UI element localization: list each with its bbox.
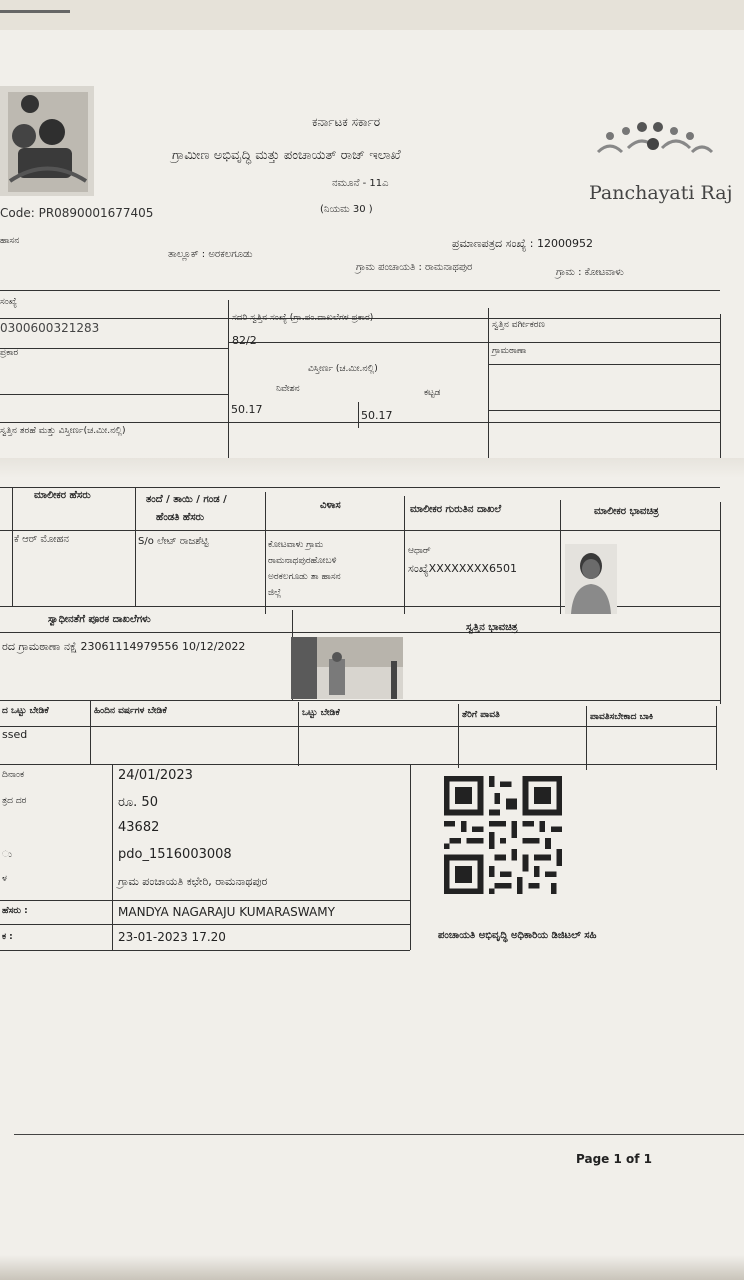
id-document-header: ಮಾಲೀಕರ ಗುರುತಿನ ದಾಖಲೆ [410, 504, 502, 515]
property-area-label: ಸ್ವತ್ತಿನ ತರಹೆ ಮತ್ತು ವಿಸ್ತೀರ್ಣ(ಚ.ಮೀ.ನಲ್ಲಿ) [0, 426, 126, 436]
owner-photo [565, 544, 617, 614]
certificate-code: Code: PR0890001677405 [0, 206, 154, 220]
survey-number: 82/2 [232, 334, 257, 347]
paper-shadow [0, 1255, 744, 1280]
tax-header-previous: ಹಿಂದಿನ ವರ್ಷಗಳ ಬೇಡಿಕೆ [94, 706, 167, 716]
karnataka-emblem-icon [0, 86, 94, 196]
panchayati-raj-brand: Panchayati Raj [589, 182, 733, 204]
building-label: ಕಟ್ಟಡ [424, 388, 441, 398]
scan-mark [0, 10, 70, 13]
sign-time-label: ಕ : [2, 932, 13, 942]
signer-name-label: ಹೆಸರು : [2, 906, 28, 916]
taluk: ತಾಲ್ಲೂಕ್ : ಅರಕಲಗೂಡು [168, 249, 253, 260]
office-label: ಳ [2, 874, 7, 884]
tax-header-total: ದ ಒಟ್ಟು ಬೇಡಿಕೆ [2, 706, 49, 716]
id-document-number: ಸಂಖ್ಯೆXXXXXXXX6501 [408, 562, 517, 575]
rule-number: (ನಿಯಮ 30 ) [320, 204, 373, 215]
issue-date: 24/01/2023 [118, 768, 193, 783]
property-photo-header: ಸ್ವತ್ತಿನ ಭಾವಚಿತ್ರ [466, 622, 518, 633]
relation-header: ತಂದೆ / ತಾಯಿ / ಗಂಡ / [146, 494, 227, 505]
gram-panchayat: ಗ್ರಾಮ ಪಂಚಾಯತಿ : ರಾಮನಾಥಪುರ [356, 262, 473, 273]
area-header: ವಿಸ್ತೀರ್ಣ (ಚ.ಮೀ.ನಲ್ಲಿ) [308, 364, 378, 374]
fee-value: ರೂ. 50 [118, 795, 158, 810]
certificate-number: ಪ್ರಮಾಣಪತ್ರದ ಸಂಖ್ಯೆ : 12000952 [452, 237, 593, 250]
panchayati-raj-logo-icon [588, 122, 718, 178]
acquisition-docs-header: ಸ್ವಾಧೀನತೆಗೆ ಪೂರಕ ದಾಖಲೆಗಳು [48, 614, 151, 625]
page-number: Page 1 of 1 [576, 1152, 652, 1166]
district-label: ಹಾಸನ [0, 236, 20, 246]
property-id: 0300600321283 [0, 321, 100, 335]
govt-title: ಕರ್ನಾಟಕ ಸರ್ಕಾರ [312, 115, 381, 129]
footer-divider [14, 1134, 744, 1135]
signer-name: MANDYA NAGARAJU KUMARASWAMY [118, 905, 335, 919]
site-area: 50.17 [231, 403, 263, 416]
tax-row-value: ssed [2, 728, 28, 741]
form-number: ನಮೂನೆ - 11ಎ [332, 178, 389, 189]
site-label: ನಿವೇಶನ [276, 384, 300, 394]
address-line-4: ಜಿಲ್ಲೆ [268, 588, 282, 598]
address-line-3: ಅರಕಲಗೂಡು ತಾ ಹಾಸನ [268, 572, 341, 582]
tax-header-demand: ಒಟ್ಟು ಬೇಡಿಕೆ [302, 708, 340, 718]
tax-header-balance: ಪಾವತಿಸಬೇಕಾದ ಬಾಕಿ [590, 712, 654, 722]
building-area: 50.17 [361, 409, 393, 422]
issue-date-label: ದಿನಾಂಕ [2, 770, 25, 780]
property-type-label: ಪ್ರಕಾರ [0, 348, 19, 358]
sign-time: 23-01-2023 17.20 [118, 930, 226, 944]
relation-header-2: ಹೆಂಡತಿ ಹೆಸರು [156, 512, 205, 523]
fee-label: ತ್ರದ ದರ [2, 796, 27, 806]
id-document-type: ಆಧಾರ್ [408, 546, 431, 556]
address-header: ವಿಳಾಸ [320, 500, 341, 511]
classification-header: ಸ್ವತ್ತಿನ ವರ್ಗೀಕರಣ [492, 320, 545, 330]
digital-signature-caption: ಪಂಚಾಯತಿ ಅಭಿವೃದ್ಧಿ ಅಧಿಕಾರಿಯ ಡಿಜಿಟಲ್ ಸಹಿ [438, 930, 597, 941]
owner-relation: S/o ಲೇಟ್ ರಾಜಶೆಟ್ಟಿ [138, 536, 209, 547]
owner-photo-header: ಮಾಲೀಕರ ಭಾವಚಿತ್ರ [594, 506, 659, 517]
classification-value: ಗ್ರಾಮಠಾಣಾ [492, 346, 527, 356]
paper-fold [0, 458, 744, 478]
owner-name-header: ಮಾಲೀಕರ ಹೆಸರು [34, 490, 91, 501]
owner-name: ಕೆ ಆರ್ ಮೋಹನ [14, 534, 69, 545]
receipt-number: 43682 [118, 820, 160, 835]
property-number-header: ಸಂಖ್ಯೆ [0, 297, 17, 307]
scan-edge [0, 0, 744, 30]
tax-header-paid: ತೆರಿಗೆ ಪಾವತಿ [462, 710, 500, 720]
address-line-1: ಕೋಟವಾಳು ಗ್ರಾಮ [268, 540, 324, 550]
village: ಗ್ರಾಮ : ಕೋಟವಾಳು [556, 267, 624, 278]
acquisition-docs-value: ರದ ಗ್ರಾಮಠಾಣಾ ನಕ್ಷೆ 23061114979556 10/12/2022 [2, 640, 246, 653]
department-title: ಗ್ರಾಮೀಣ ಅಭಿವೃದ್ಧಿ ಮತ್ತು ಪಂಚಾಯತ್ ರಾಜ್ ಇಲಾಖೆ [172, 148, 401, 163]
property-photo [291, 637, 403, 699]
survey-header: ಸದರಿ ಸ್ವತ್ತಿನ ಸಂಖ್ಯೆ (ಗ್ರಾ.ಪಂ.ದಾಖಲೆಗಳ ಪ್ರಕಾರ) [232, 313, 374, 323]
qr-code [444, 776, 562, 894]
officer-id-label: ು [2, 850, 12, 860]
office-value: ಗ್ರಾಮ ಪಂಚಾಯತಿ ಕಛೇರಿ, ರಾಮನಾಥಪುರ [118, 875, 268, 888]
address-line-2: ರಾಮನಾಥಪುರಹೋಬಳಿ [268, 556, 337, 566]
officer-id: pdo_1516003008 [118, 847, 232, 862]
